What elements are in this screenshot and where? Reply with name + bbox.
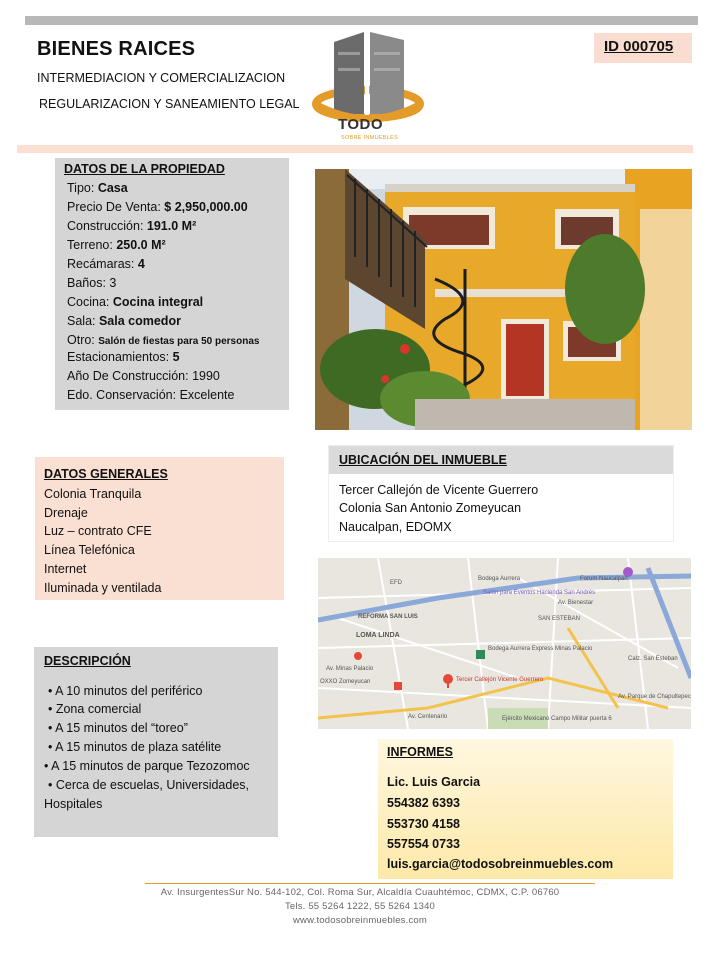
map-label: Bodega Aurrera xyxy=(478,576,521,582)
footer-address: Av. InsurgentesSur No. 544-102, Col. Roma Sur, Alcaldía Cuauhtémoc, CDMX, C.P. 06760 xyxy=(160,887,560,898)
property-row: Construcción: 191.0 M² xyxy=(67,219,197,233)
property-row: Estacionamientos: 5 xyxy=(67,350,180,364)
general-item: Iluminada y ventilada xyxy=(44,581,162,595)
property-row: Precio De Venta: $ 2,950,000.00 xyxy=(67,200,248,214)
company-title: BIENES RAICES xyxy=(37,38,196,60)
house-photo xyxy=(315,169,692,430)
map-label: Forum Naucalpan xyxy=(580,576,628,582)
map-label: Av. Parque de Chapultepec xyxy=(618,694,691,700)
map-label: LOMA LINDA xyxy=(356,632,400,639)
location-map xyxy=(318,558,691,729)
description-item: • A 15 minutos de plaza satélite xyxy=(48,740,222,754)
contact-name: Lic. Luis Garcia xyxy=(387,775,481,789)
map-label: Av. Bienestar xyxy=(558,600,594,606)
footer-phones: Tels. 55 5264 1222, 55 5264 1340 xyxy=(284,901,436,912)
map-label: Av. Minas Palacio xyxy=(326,666,374,672)
listing-id: ID 000705 xyxy=(604,38,674,55)
map-label: Salón para Eventos Hacienda San Andrés xyxy=(483,590,596,596)
map-label: Calz. San Esteban xyxy=(628,656,678,662)
location-line: Tercer Callejón de Vicente Guerrero xyxy=(339,483,539,497)
logo-subtext: SOBRE INMUEBLES xyxy=(341,135,399,141)
description-item: • A 15 minutos de parque Tezozomoc xyxy=(44,759,250,773)
property-row: Otro: Salón de fiestas para 50 personas xyxy=(67,333,260,347)
map-label: Bodega Aurrera Express Minas Palacio xyxy=(488,646,593,652)
map-label: Av. Centenario xyxy=(408,714,448,720)
description-item: • A 15 minutos del “toreo” xyxy=(48,721,188,735)
property-row: Cocina: Cocina integral xyxy=(67,295,204,309)
general-item: Luz – contrato CFE xyxy=(44,524,152,538)
map-label: Ejército Mexicano Campo Militar puerta 6 xyxy=(502,716,612,722)
location-line: Colonia San Antonio Zomeyucan xyxy=(339,501,522,515)
tagline-intermediation: INTERMEDIACION Y COMERCIALIZACION xyxy=(37,71,286,85)
header-divider xyxy=(17,145,693,153)
footer-website[interactable]: www.todosobreinmuebles.com xyxy=(292,915,428,926)
location-line: Naucalpan, EDOMX xyxy=(339,520,452,534)
general-item: Internet xyxy=(44,562,87,576)
tagline-regularization: REGULARIZACION Y SANEAMIENTO LEGAL xyxy=(39,97,300,111)
description-item: Hospitales xyxy=(44,797,103,811)
contact-email[interactable]: luis.garcia@todosobreinmuebles.com xyxy=(387,857,614,871)
property-row: Sala: Sala comedor xyxy=(67,314,181,328)
map-label: Tercer Callejón Vicente Guerrero xyxy=(456,677,544,683)
description-title: DESCRIPCIÓN xyxy=(44,654,131,668)
property-row: Terreno: 250.0 M² xyxy=(67,238,166,252)
footer-divider xyxy=(145,883,595,884)
general-item: Colonia Tranquila xyxy=(44,487,142,501)
contact-title: INFORMES xyxy=(387,745,453,759)
property-row: Recámaras: 4 xyxy=(67,257,145,271)
description-item: • A 10 minutos del periférico xyxy=(48,684,203,698)
contact-phone[interactable]: 557554 0733 xyxy=(387,837,460,851)
property-row: Baños: 3 xyxy=(67,276,117,290)
description-item: • Zona comercial xyxy=(48,702,142,716)
general-item: Drenaje xyxy=(44,506,88,520)
description-item: • Cerca de escuelas, Universidades, xyxy=(48,778,250,792)
property-row: Edo. Conservación: Excelente xyxy=(67,388,235,402)
map-label: EFD xyxy=(390,580,402,586)
contact-phone[interactable]: 553730 4158 xyxy=(387,817,460,831)
map-label: SAN ESTEBAN xyxy=(538,616,581,622)
property-row: Año De Construcción: 1990 xyxy=(67,369,220,383)
top-divider xyxy=(25,16,698,25)
general-data-title: DATOS GENERALES xyxy=(44,467,168,481)
logo-word: TODO xyxy=(338,116,384,133)
map-label: REFORMA SAN LUIS xyxy=(358,614,418,620)
general-item: Línea Telefónica xyxy=(44,543,135,557)
map-label: OXXO Zomeyucan xyxy=(320,679,371,685)
location-title: UBICACIÓN DEL INMUEBLE xyxy=(339,453,507,467)
contact-phone[interactable]: 554382 6393 xyxy=(387,796,460,810)
property-data-title: DATOS DE LA PROPIEDAD xyxy=(64,162,225,176)
property-row: Tipo: Casa xyxy=(67,181,128,195)
